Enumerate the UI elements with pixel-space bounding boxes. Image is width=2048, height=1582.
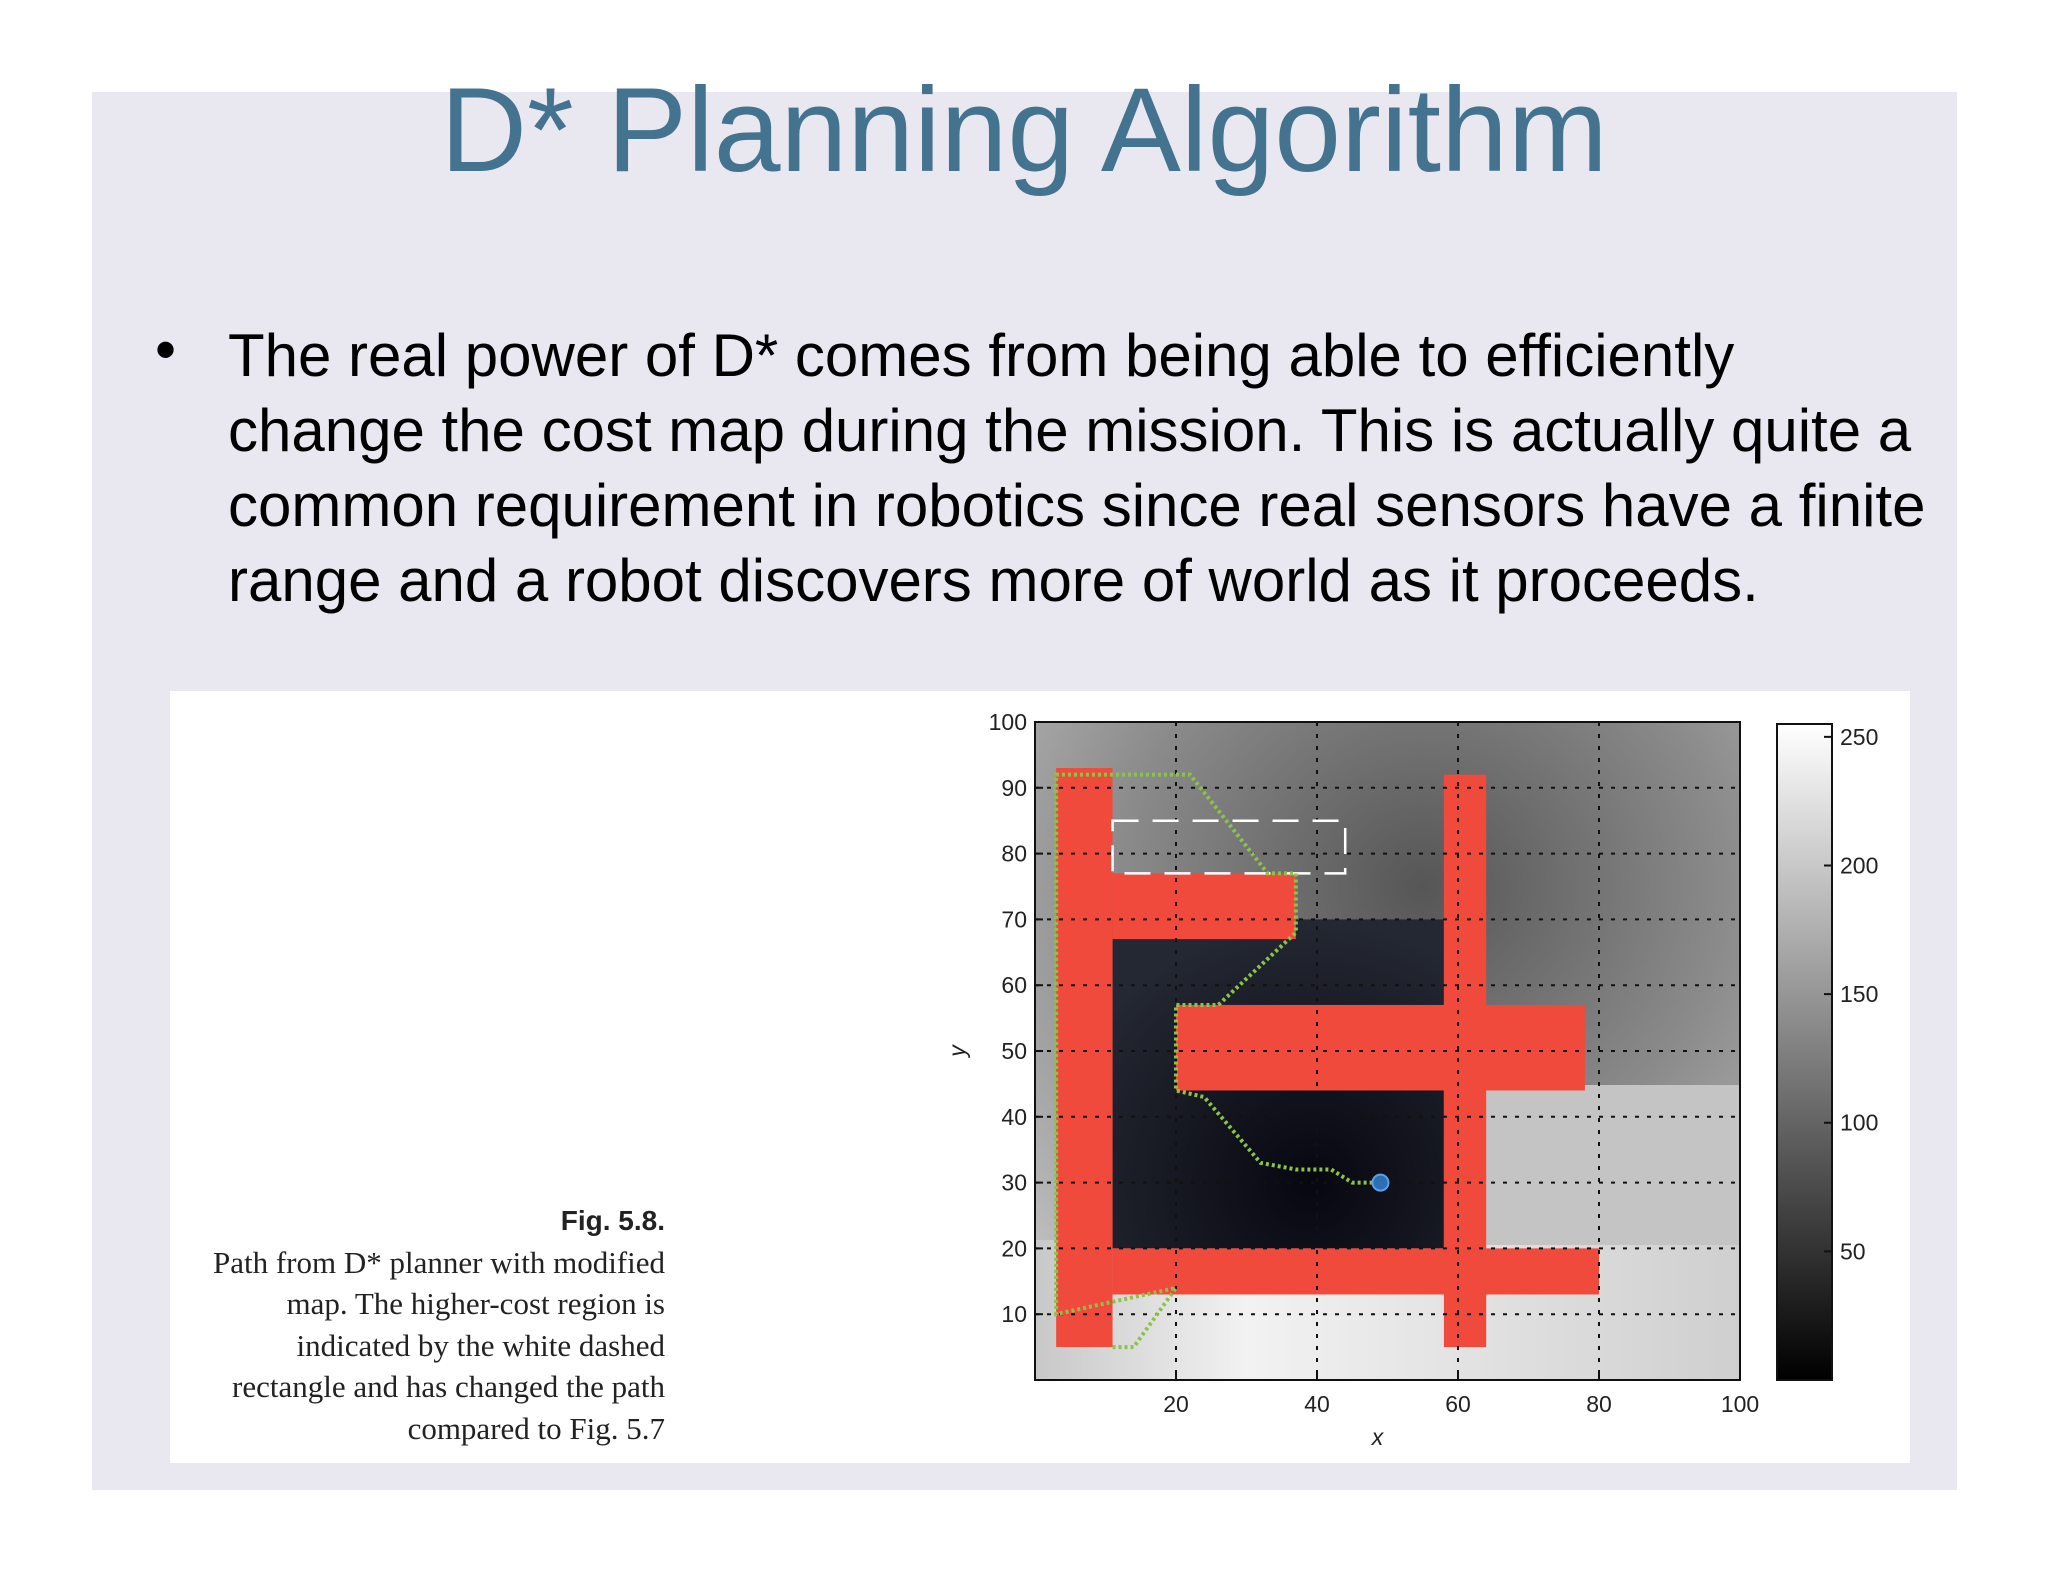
obstacle-block xyxy=(1056,768,1112,1347)
obstacle-block xyxy=(1113,873,1296,939)
x-tick-label: 80 xyxy=(1586,1391,1612,1417)
y-axis-label: y xyxy=(944,1045,970,1057)
y-tick-label: 60 xyxy=(1001,972,1027,999)
x-tick-label: 20 xyxy=(1163,1391,1189,1417)
x-axis-label: x xyxy=(1371,1424,1384,1450)
bullet-marker: • xyxy=(155,316,177,383)
figure-caption-text: Path from D* planner with modified map. The higher-cost region is indicated by the white dashed rectangle and has changed the path compared to Fig. 5.7 xyxy=(213,1244,665,1446)
slide-title: D* Planning Algorithm xyxy=(440,63,1608,197)
y-tick-label: 90 xyxy=(1001,774,1027,801)
goal-marker xyxy=(1372,1175,1388,1191)
colorbar-tick-label: 100 xyxy=(1840,1109,1879,1136)
y-tick-label: 20 xyxy=(1001,1235,1027,1262)
colorbar-tick-label: 250 xyxy=(1840,723,1879,750)
colorbar-tick-label: 200 xyxy=(1840,852,1879,879)
bullet-text: The real power of D* comes from being able to efficiently change the cost map during the mission. This is actually quite a common requirement in robotics since real sensors have a finite range and a robot discovers more of world as it proceeds. xyxy=(228,322,1926,614)
obstacle-block xyxy=(1176,1005,1585,1091)
obstacle-block xyxy=(1113,1248,1599,1294)
y-tick-label: 80 xyxy=(1001,840,1027,867)
y-tick-label: 30 xyxy=(1001,1169,1027,1196)
y-tick-label: 50 xyxy=(1001,1038,1027,1064)
colorbar xyxy=(1777,724,1832,1380)
x-tick-label: 100 xyxy=(1720,1391,1760,1417)
y-tick-label: 10 xyxy=(1001,1301,1027,1328)
colorbar-tick-label: 50 xyxy=(1840,1238,1866,1265)
figure-caption-label: Fig. 5.8. xyxy=(560,1205,665,1236)
y-tick-label: 70 xyxy=(1001,906,1027,933)
x-tick-label: 40 xyxy=(1304,1391,1330,1417)
y-tick-label: 40 xyxy=(1001,1103,1027,1130)
y-tick-label: 100 xyxy=(988,709,1027,735)
x-tick-label: 60 xyxy=(1445,1391,1471,1417)
colorbar-tick-label: 150 xyxy=(1840,981,1879,1008)
